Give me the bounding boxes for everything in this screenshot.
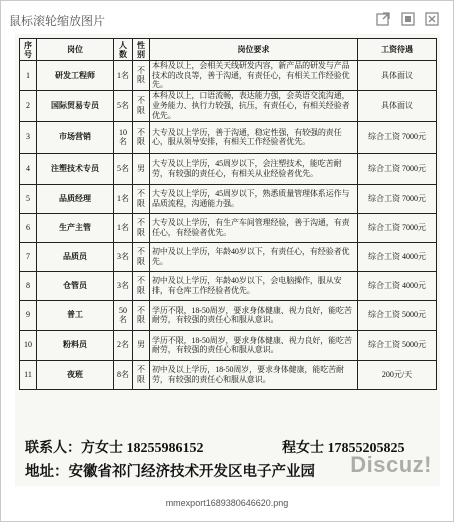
window-title: 鼠标滚轮缩放图片 <box>9 14 106 28</box>
table-row <box>20 121 437 153</box>
row-gender: 不限 <box>133 271 150 300</box>
row-gender: 不限 <box>133 242 150 271</box>
row-requirements: 初中及以上学历，18-50周岁，要求身体健康，能吃苦耐劳，有较强的责任心和服从意识。 <box>150 360 358 389</box>
row-count: 10名 <box>114 121 133 153</box>
table-header-row <box>20 39 437 61</box>
row-count: 3名 <box>114 271 133 300</box>
row-number: 4 <box>20 153 37 184</box>
row-number: 2 <box>20 90 37 121</box>
row-number: 10 <box>20 330 37 360</box>
discuz-watermark: Discuz! <box>350 452 432 477</box>
row-count: 1名 <box>114 184 133 213</box>
row-pay: 综合工资 7000元 <box>358 121 437 153</box>
row-number: 9 <box>20 300 37 330</box>
row-pay: 综合工资 5000元 <box>358 300 437 330</box>
recruitment-image[interactable] <box>15 34 440 486</box>
row-pay: 具体面议 <box>358 61 437 91</box>
row-position: 研发工程师 <box>37 61 114 91</box>
row-pay: 具体面议 <box>358 90 437 121</box>
row-gender: 男 <box>133 330 150 360</box>
row-pay: 综合工资 4000元 <box>358 271 437 300</box>
row-pay: 综合工资 5000元 <box>358 330 437 360</box>
row-number: 7 <box>20 242 37 271</box>
row-number: 11 <box>20 360 37 389</box>
header-no: 序号 <box>20 39 37 61</box>
row-number: 6 <box>20 213 37 242</box>
row-requirements: 大专及以上学历，有生产车间管理经验，善于沟通，有责任心，有经验者优先。 <box>150 213 358 242</box>
row-requirements: 本科及以上，会相关天线研发内容，新产品的研发与产品技术的改良等，善于沟通，有责任心，有相关工作经验优先。 <box>150 61 358 91</box>
row-requirements: 大专及以上学历，善于沟通，稳定性强，有较强的责任心，服从领导安排，有相关工作经验者优先。 <box>150 121 358 153</box>
row-number: 8 <box>20 271 37 300</box>
row-position: 仓管员 <box>37 271 114 300</box>
table-row <box>20 242 437 271</box>
contact-line-2: 程女士 17855205825 <box>282 441 405 456</box>
row-count: 8名 <box>114 360 133 389</box>
row-requirements: 初中及以上学历，年龄40岁以下，会电脑操作，服从安排，有仓库工作经验者优先。 <box>150 271 358 300</box>
table-row <box>20 61 437 91</box>
close-icon[interactable] <box>424 11 440 27</box>
row-number: 3 <box>20 121 37 153</box>
row-position: 夜班 <box>37 360 114 389</box>
row-count: 1名 <box>114 61 133 91</box>
header-position: 岗位 <box>37 39 114 61</box>
row-requirements: 本科及以上，口语流畅，表达能力强，会英语交流沟通，业务能力、执行力较强，抗压，有责任心，有相关经验者优先。 <box>150 90 358 121</box>
row-position: 普工 <box>37 300 114 330</box>
table-row <box>20 184 437 213</box>
row-gender: 不限 <box>133 360 150 389</box>
contact-line-1: 联系人：方女士 18255986152 <box>25 441 204 456</box>
image-filename: mmexport1689380646620.png <box>165 498 289 508</box>
row-number: 1 <box>20 61 37 91</box>
row-gender: 不限 <box>133 61 150 91</box>
row-position: 粉料员 <box>37 330 114 360</box>
row-position: 品质经理 <box>37 184 114 213</box>
row-pay: 综合工资 7000元 <box>358 184 437 213</box>
header-requirements: 岗位要求 <box>150 39 358 61</box>
row-requirements: 大专及以上学历，45周岁以下，会注塑技术，能吃苦耐劳，有较强的责任心，有相关从业经验者优先。 <box>150 153 358 184</box>
header-count: 人数 <box>114 39 133 61</box>
row-position: 品质员 <box>37 242 114 271</box>
row-count: 1名 <box>114 213 133 242</box>
row-position: 注塑技术专员 <box>37 153 114 184</box>
row-position: 市场营销 <box>37 121 114 153</box>
row-requirements: 初中及以上学历，年龄40岁以下，有责任心，有经验者优先。 <box>150 242 358 271</box>
header-gender: 性别 <box>133 39 150 61</box>
table-row <box>20 271 437 300</box>
row-gender: 不限 <box>133 213 150 242</box>
row-gender: 不限 <box>133 121 150 153</box>
row-count: 3名 <box>114 242 133 271</box>
table-row <box>20 90 437 121</box>
row-count: 5名 <box>114 90 133 121</box>
fullscreen-icon[interactable] <box>400 11 416 27</box>
row-position: 国际贸易专员 <box>37 90 114 121</box>
row-gender: 男 <box>133 153 150 184</box>
row-gender: 不限 <box>133 184 150 213</box>
row-pay: 200元/天 <box>358 360 437 389</box>
row-gender: 不限 <box>133 90 150 121</box>
row-requirements: 大专及以上学历，45周岁以下，熟悉质量管理体系运作与品质流程，沟通能力强。 <box>150 184 358 213</box>
table-row <box>20 300 437 330</box>
table-row <box>20 153 437 184</box>
table-row <box>20 360 437 389</box>
row-pay: 综合工资 7000元 <box>358 213 437 242</box>
row-gender: 不限 <box>133 300 150 330</box>
row-pay: 综合工资 4000元 <box>358 242 437 271</box>
table-row <box>20 213 437 242</box>
row-count: 2名 <box>114 330 133 360</box>
row-pay: 综合工资 7000元 <box>358 153 437 184</box>
table-row <box>20 330 437 360</box>
row-requirements: 学历不限，18-50周岁，要求身体健康、视力良好，能吃苦耐劳，有较强的责任心和服从意识。 <box>150 300 358 330</box>
row-requirements: 学历不限，18-50周岁，要求身体健康、视力良好，能吃苦耐劳，有较强的责任心和服从意识。 <box>150 330 358 360</box>
expand-icon[interactable] <box>375 11 391 27</box>
row-count: 50名 <box>114 300 133 330</box>
title-bar <box>1 1 453 37</box>
recruitment-table <box>19 38 437 390</box>
address-line: 地址：安徽省祁门经济技术开发区电子产业园 <box>25 464 315 480</box>
header-pay: 工资待遇 <box>358 39 437 61</box>
row-number: 5 <box>20 184 37 213</box>
row-position: 生产主管 <box>37 213 114 242</box>
row-count: 5名 <box>114 153 133 184</box>
